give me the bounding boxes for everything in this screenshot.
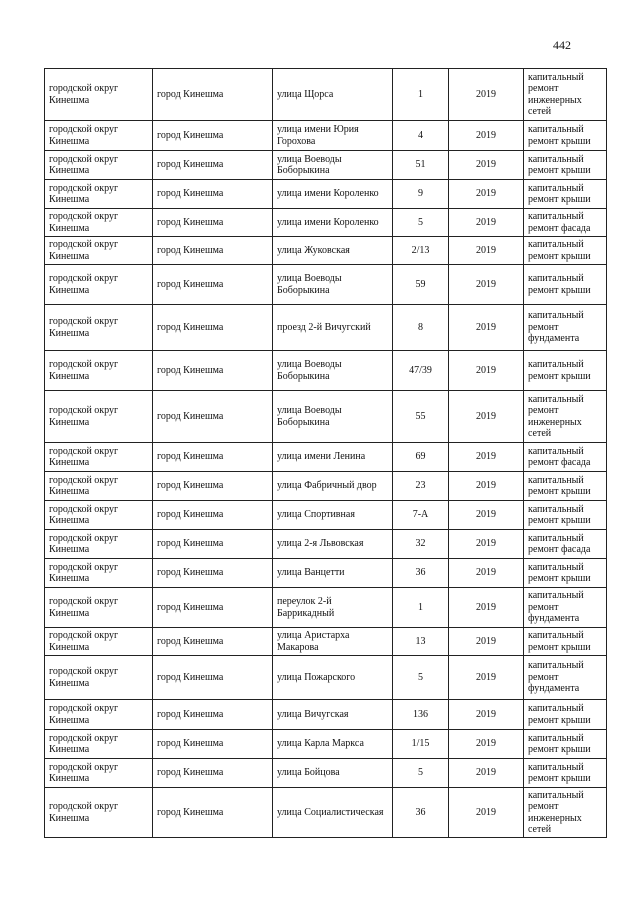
table-row xyxy=(45,209,607,237)
district-cell: городской округ Кинешма xyxy=(45,559,153,588)
house-cell: 13 xyxy=(393,628,449,656)
locality-cell: город Кинешма xyxy=(153,501,273,530)
locality-cell: город Кинешма xyxy=(153,391,273,443)
district-cell: городской округ Кинешма xyxy=(45,237,153,265)
house-cell: 47/39 xyxy=(393,351,449,391)
district-cell: городской округ Кинешма xyxy=(45,209,153,237)
locality-cell: город Кинешма xyxy=(153,209,273,237)
work-type-cell: капитальный ремонт фундамента xyxy=(524,305,607,351)
district-cell: городской округ Кинешма xyxy=(45,656,153,700)
house-cell: 1 xyxy=(393,588,449,628)
house-cell: 5 xyxy=(393,759,449,788)
year-cell: 2019 xyxy=(449,759,524,788)
street-cell: улица Аристарха Макарова xyxy=(273,628,393,656)
locality-cell: город Кинешма xyxy=(153,656,273,700)
street-cell: улица Карла Маркса xyxy=(273,730,393,759)
district-cell: городской округ Кинешма xyxy=(45,265,153,305)
street-cell: улица Пожарского xyxy=(273,656,393,700)
district-cell: городской округ Кинешма xyxy=(45,391,153,443)
year-cell: 2019 xyxy=(449,121,524,151)
street-cell: улица Воеводы Боборыкина xyxy=(273,265,393,305)
table-row xyxy=(45,305,607,351)
work-type-cell: капитальный ремонт крыши xyxy=(524,759,607,788)
locality-cell: город Кинешма xyxy=(153,237,273,265)
locality-cell: город Кинешма xyxy=(153,788,273,838)
street-cell: улица имени Короленко xyxy=(273,209,393,237)
house-cell: 1 xyxy=(393,69,449,121)
district-cell: городской округ Кинешма xyxy=(45,472,153,501)
table-row xyxy=(45,443,607,472)
street-cell: улица Щорса xyxy=(273,69,393,121)
table-row xyxy=(45,151,607,180)
work-type-cell: капитальный ремонт крыши xyxy=(524,351,607,391)
locality-cell: город Кинешма xyxy=(153,265,273,305)
work-type-cell: капитальный ремонт фундамента xyxy=(524,588,607,628)
street-cell: улица Вичугская xyxy=(273,700,393,730)
street-cell: улица Жуковская xyxy=(273,237,393,265)
table-row xyxy=(45,391,607,443)
street-cell: улица имени Короленко xyxy=(273,180,393,209)
house-cell: 36 xyxy=(393,788,449,838)
table-row xyxy=(45,759,607,788)
house-cell: 23 xyxy=(393,472,449,501)
year-cell: 2019 xyxy=(449,730,524,759)
work-type-cell: капитальный ремонт фасада xyxy=(524,530,607,559)
work-type-cell: капитальный ремонт крыши xyxy=(524,180,607,209)
year-cell: 2019 xyxy=(449,305,524,351)
house-cell: 5 xyxy=(393,209,449,237)
work-type-cell: капитальный ремонт инженерных сетей xyxy=(524,391,607,443)
table-row xyxy=(45,351,607,391)
street-cell: улица Спортивная xyxy=(273,501,393,530)
year-cell: 2019 xyxy=(449,656,524,700)
locality-cell: город Кинешма xyxy=(153,759,273,788)
street-cell: улица имени Юрия Горохова xyxy=(273,121,393,151)
year-cell: 2019 xyxy=(449,788,524,838)
locality-cell: город Кинешма xyxy=(153,351,273,391)
street-cell: улица Бойцова xyxy=(273,759,393,788)
table-row xyxy=(45,559,607,588)
year-cell: 2019 xyxy=(449,180,524,209)
locality-cell: город Кинешма xyxy=(153,530,273,559)
work-type-cell: капитальный ремонт крыши xyxy=(524,559,607,588)
street-cell: улица 2-я Львовская xyxy=(273,530,393,559)
year-cell: 2019 xyxy=(449,351,524,391)
district-cell: городской округ Кинешма xyxy=(45,588,153,628)
district-cell: городской округ Кинешма xyxy=(45,730,153,759)
work-type-cell: капитальный ремонт крыши xyxy=(524,628,607,656)
table-row xyxy=(45,788,607,838)
table-row xyxy=(45,69,607,121)
work-type-cell: капитальный ремонт крыши xyxy=(524,121,607,151)
house-cell: 5 xyxy=(393,656,449,700)
table-row xyxy=(45,180,607,209)
district-cell: городской округ Кинешма xyxy=(45,180,153,209)
house-cell: 8 xyxy=(393,305,449,351)
year-cell: 2019 xyxy=(449,530,524,559)
locality-cell: город Кинешма xyxy=(153,443,273,472)
street-cell: проезд 2-й Вичугский xyxy=(273,305,393,351)
work-type-cell: капитальный ремонт фундамента xyxy=(524,656,607,700)
table-row xyxy=(45,530,607,559)
work-type-cell: капитальный ремонт крыши xyxy=(524,151,607,180)
table-row xyxy=(45,121,607,151)
work-type-cell: капитальный ремонт инженерных сетей xyxy=(524,69,607,121)
district-cell: городской округ Кинешма xyxy=(45,530,153,559)
year-cell: 2019 xyxy=(449,151,524,180)
year-cell: 2019 xyxy=(449,443,524,472)
work-type-cell: капитальный ремонт крыши xyxy=(524,472,607,501)
street-cell: улица Социалистическая xyxy=(273,788,393,838)
house-cell: 51 xyxy=(393,151,449,180)
table-row xyxy=(45,237,607,265)
repair-schedule-table xyxy=(44,68,607,838)
house-cell: 69 xyxy=(393,443,449,472)
house-cell: 7-А xyxy=(393,501,449,530)
district-cell: городской округ Кинешма xyxy=(45,501,153,530)
locality-cell: город Кинешма xyxy=(153,180,273,209)
year-cell: 2019 xyxy=(449,628,524,656)
house-cell: 1/15 xyxy=(393,730,449,759)
work-type-cell: капитальный ремонт крыши xyxy=(524,700,607,730)
district-cell: городской округ Кинешма xyxy=(45,305,153,351)
table-row xyxy=(45,472,607,501)
locality-cell: город Кинешма xyxy=(153,700,273,730)
locality-cell: город Кинешма xyxy=(153,305,273,351)
page-number: 442 xyxy=(553,38,571,52)
work-type-cell: капитальный ремонт крыши xyxy=(524,730,607,759)
table-row xyxy=(45,628,607,656)
year-cell: 2019 xyxy=(449,265,524,305)
work-type-cell: капитальный ремонт крыши xyxy=(524,237,607,265)
street-cell: улица Воеводы Боборыкина xyxy=(273,151,393,180)
year-cell: 2019 xyxy=(449,209,524,237)
house-cell: 136 xyxy=(393,700,449,730)
street-cell: улица Воеводы Боборыкина xyxy=(273,351,393,391)
street-cell: улица имени Ленина xyxy=(273,443,393,472)
year-cell: 2019 xyxy=(449,237,524,265)
street-cell: переулок 2-й Баррикадный xyxy=(273,588,393,628)
work-type-cell: капитальный ремонт фасада xyxy=(524,209,607,237)
district-cell: городской округ Кинешма xyxy=(45,788,153,838)
locality-cell: город Кинешма xyxy=(153,69,273,121)
year-cell: 2019 xyxy=(449,391,524,443)
year-cell: 2019 xyxy=(449,588,524,628)
year-cell: 2019 xyxy=(449,559,524,588)
house-cell: 32 xyxy=(393,530,449,559)
locality-cell: город Кинешма xyxy=(153,121,273,151)
house-cell: 2/13 xyxy=(393,237,449,265)
table-row xyxy=(45,265,607,305)
locality-cell: город Кинешма xyxy=(153,151,273,180)
table-row xyxy=(45,501,607,530)
district-cell: городской округ Кинешма xyxy=(45,151,153,180)
district-cell: городской округ Кинешма xyxy=(45,69,153,121)
street-cell: улица Фабричный двор xyxy=(273,472,393,501)
locality-cell: город Кинешма xyxy=(153,559,273,588)
house-cell: 9 xyxy=(393,180,449,209)
table-row xyxy=(45,730,607,759)
year-cell: 2019 xyxy=(449,69,524,121)
house-cell: 55 xyxy=(393,391,449,443)
table-row xyxy=(45,588,607,628)
table-body xyxy=(45,69,607,838)
district-cell: городской округ Кинешма xyxy=(45,351,153,391)
street-cell: улица Воеводы Боборыкина xyxy=(273,391,393,443)
work-type-cell: капитальный ремонт крыши xyxy=(524,501,607,530)
locality-cell: город Кинешма xyxy=(153,730,273,759)
locality-cell: город Кинешма xyxy=(153,472,273,501)
house-cell: 4 xyxy=(393,121,449,151)
district-cell: городской округ Кинешма xyxy=(45,628,153,656)
district-cell: городской округ Кинешма xyxy=(45,700,153,730)
year-cell: 2019 xyxy=(449,472,524,501)
street-cell: улица Ванцетти xyxy=(273,559,393,588)
locality-cell: город Кинешма xyxy=(153,628,273,656)
table-row xyxy=(45,700,607,730)
district-cell: городской округ Кинешма xyxy=(45,121,153,151)
house-cell: 59 xyxy=(393,265,449,305)
work-type-cell: капитальный ремонт инженерных сетей xyxy=(524,788,607,838)
district-cell: городской округ Кинешма xyxy=(45,759,153,788)
table-row xyxy=(45,656,607,700)
house-cell: 36 xyxy=(393,559,449,588)
year-cell: 2019 xyxy=(449,501,524,530)
work-type-cell: капитальный ремонт фасада xyxy=(524,443,607,472)
locality-cell: город Кинешма xyxy=(153,588,273,628)
year-cell: 2019 xyxy=(449,700,524,730)
district-cell: городской округ Кинешма xyxy=(45,443,153,472)
work-type-cell: капитальный ремонт крыши xyxy=(524,265,607,305)
